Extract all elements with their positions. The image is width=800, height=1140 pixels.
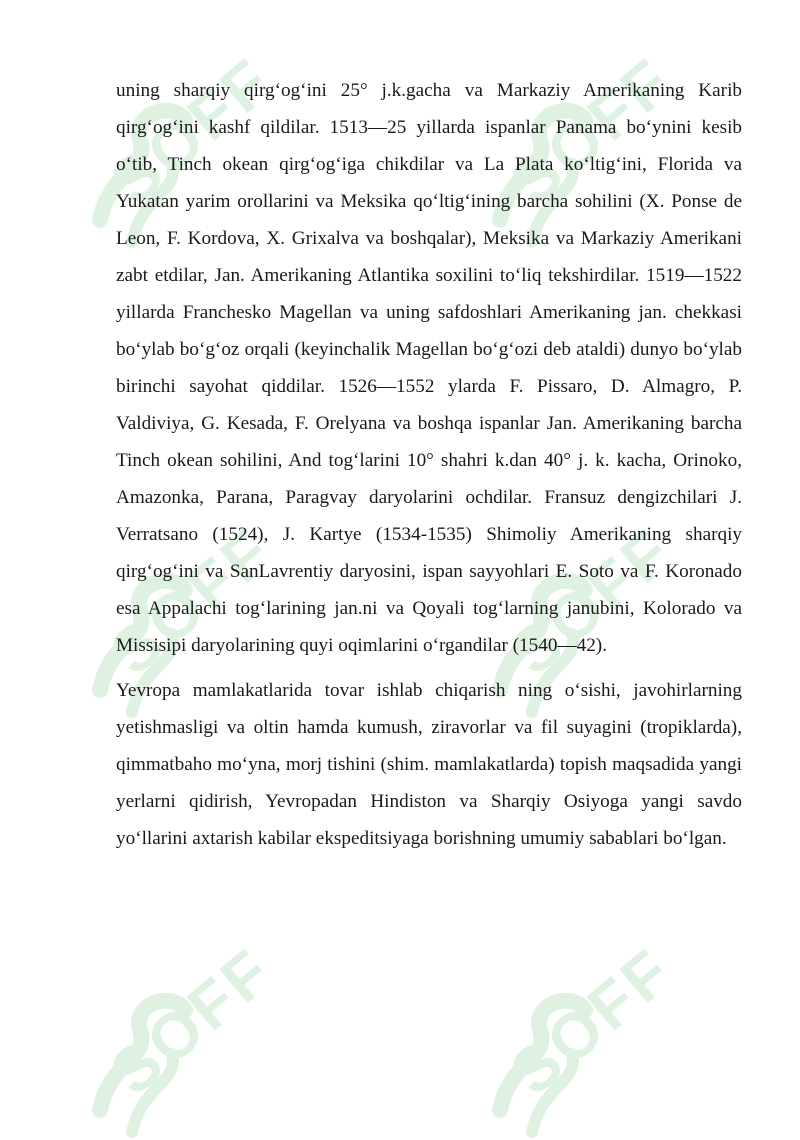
document-body — [116, 72, 742, 857]
paragraph-1: uning sharqiy qirg‘og‘ini 25° j.k.gacha va Markaziy Amerikaning Karib qirg‘og‘ini kashf qildilar. 1513—25 yillarda ispanlar Panama bo‘ynini kesib o‘tib, Tinch okean qirg‘og‘iga chikdilar va La Plata ko‘ltig‘ini, Florida va Yukatan yarim orollarini va Meksika qo‘ltig‘ining barcha sohilini (X. Ponse de Leon, F. Kordova, X. Grixalva va boshqalar), Meksika va Markaziy Amerikani zabt etdilar, Jan. Amerikaning Atlantika soxilini to‘liq tekshirdilar. 1519—1522 yillarda Franchesko Magellan va uning safdoshlari Amerikaning jan. chekkasi bo‘ylab bo‘g‘oz orqali (keyinchalik Magellan bo‘g‘ozi deb ataldi) dunyo bo‘ylab birinchi sayohat qiddilar. 1526—1552 ylarda F. Pissaro, D. Almagro, P. Valdiviya, G. Kesada, F. Orelyana va boshqa ispanlar Jan. Amerikaning barcha Tinch okean sohilini, And tog‘larini 10° shahri k.dan 40° j. k. kacha, Orinoko, Amazonka, Parana, Paragvay daryolarini ochdilar. Fransuz dengizchilari J. Verratsano (1524), J. Kartye (1534-1535) Shimoliy Amerikaning sharqiy qirg‘og‘ini va SanLavrentiy daryosini, ispan sayyohlari E. Soto va F. Koronado esa Appalachi tog‘larining jan.ni va Qoyali tog‘larning janubini, Kolorado va Missisipi daryolarining quyi oqimlarini o‘rgandilar (1540—42). — [116, 80, 742, 656]
soff-logo-icon — [480, 910, 710, 1140]
soff-logo-icon — [80, 910, 310, 1140]
paragraph-2: Yevropa mamlakatlarida tovar ishlab chiqarish ning o‘sishi, javohirlarning yetishmasligi va oltin hamda kumush, ziravorlar va fil suyagini (tropiklarda), qimmatbaho mo‘yna, morj tishini (shim. mamlakatlarda) topish maqsadida yangi yerlarni qidirish, Yevropadan Hindiston va Sharqiy Osiyoga yangi savdo yo‘llarini axtarish kabilar ekspeditsiyaga borishning umumiy sabablari bo‘lgan. — [116, 680, 742, 849]
